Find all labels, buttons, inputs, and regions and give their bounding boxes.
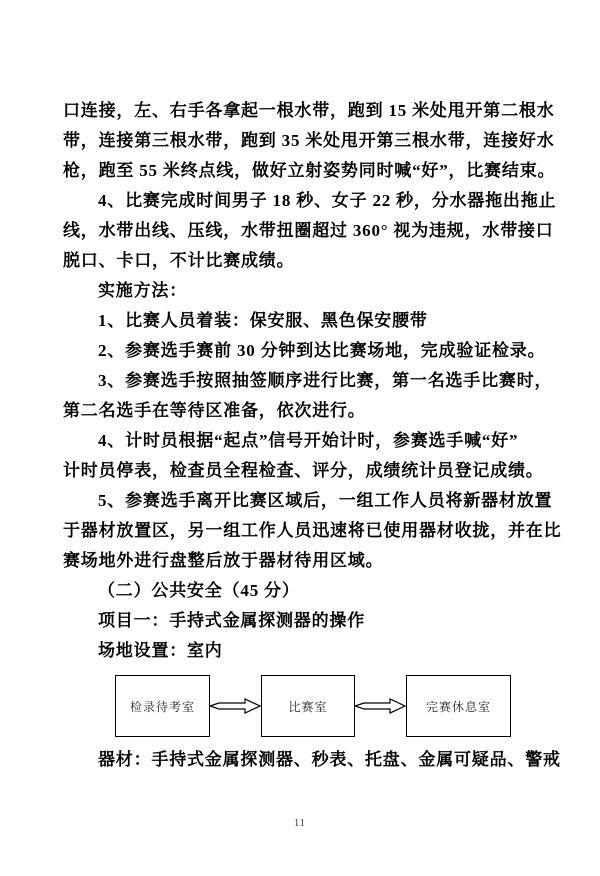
- flow-box-competition-room: [261, 675, 355, 737]
- paragraph-line: 实施方法：: [98, 281, 187, 300]
- flow-box-label: 完赛休息室: [425, 699, 491, 714]
- paragraph-line: 口连接，左、右手各拿起一根水带，跑到 15 米处甩开第二根水: [63, 101, 555, 120]
- paragraph-line: 线，水带出线、压线，水带扭圈超过 360° 视为违规，水带接口: [63, 221, 554, 240]
- project-heading: 项目一：手持式金属探测器的操作: [98, 611, 365, 630]
- paragraph-line: 3、参赛选手按照抽签顺序进行比赛，第一名选手比赛时，: [98, 371, 553, 390]
- paragraph-line: 于器材放置区，另一组工作人员迅速将已使用器材收拢，并在比: [63, 521, 562, 540]
- paragraph-line: 枪，跑至 55 米终点线，做好立射姿势同时喊“好”，比赛结束。: [63, 161, 556, 180]
- paragraph-line: 带，连接第三根水带，跑到 35 米处甩开第三根水带，连接好水: [63, 131, 555, 150]
- flow-box-label: 比赛室: [288, 699, 328, 714]
- paragraph-line: 1、比赛人员着装：保安服、黑色保安腰带: [98, 311, 428, 330]
- paragraph-line: 计时员停表，检查员全程检查、评分，成绩统计员登记成绩。: [63, 461, 544, 480]
- flow-box-checkin-waiting-room: [115, 675, 210, 737]
- flow-box-rest-room: [406, 675, 511, 737]
- paragraph-line: 2、参赛选手赛前 30 分钟到达比赛场地，完成验证检录。: [98, 341, 546, 360]
- paragraph-line: 4、比赛完成时间男子 18 秒、女子 22 秒，分水器拖出拖止: [98, 191, 557, 210]
- paragraph-line: 5、参赛选手离开比赛区域后，一组工作人员将新器材放置: [98, 491, 553, 510]
- flow-box-label: 检录待考室: [129, 699, 195, 714]
- section-heading: （二）公共安全（45 分）: [98, 581, 300, 600]
- right-block-arrow-icon: [209, 697, 262, 715]
- paragraph-line: 第二名选手在等待区准备，依次进行。: [63, 401, 366, 420]
- equipment-line: 器材：手持式金属探测器、秒表、托盘、金属可疑品、警戒: [98, 750, 561, 769]
- paragraph-line: 赛场地外进行盘整后放于器材待用区域。: [63, 551, 384, 570]
- paragraph-line: 脱口、卡口，不计比赛成绩。: [63, 251, 295, 270]
- paragraph-line: 4、计时员根据“起点”信号开始计时，参赛选手喊“好”: [98, 431, 519, 450]
- venue-heading: 场地设置：室内: [98, 641, 223, 660]
- document-body: [63, 96, 562, 775]
- page-number: 11: [294, 818, 306, 829]
- flow-diagram: [115, 675, 539, 737]
- right-block-arrow-icon: [354, 697, 407, 715]
